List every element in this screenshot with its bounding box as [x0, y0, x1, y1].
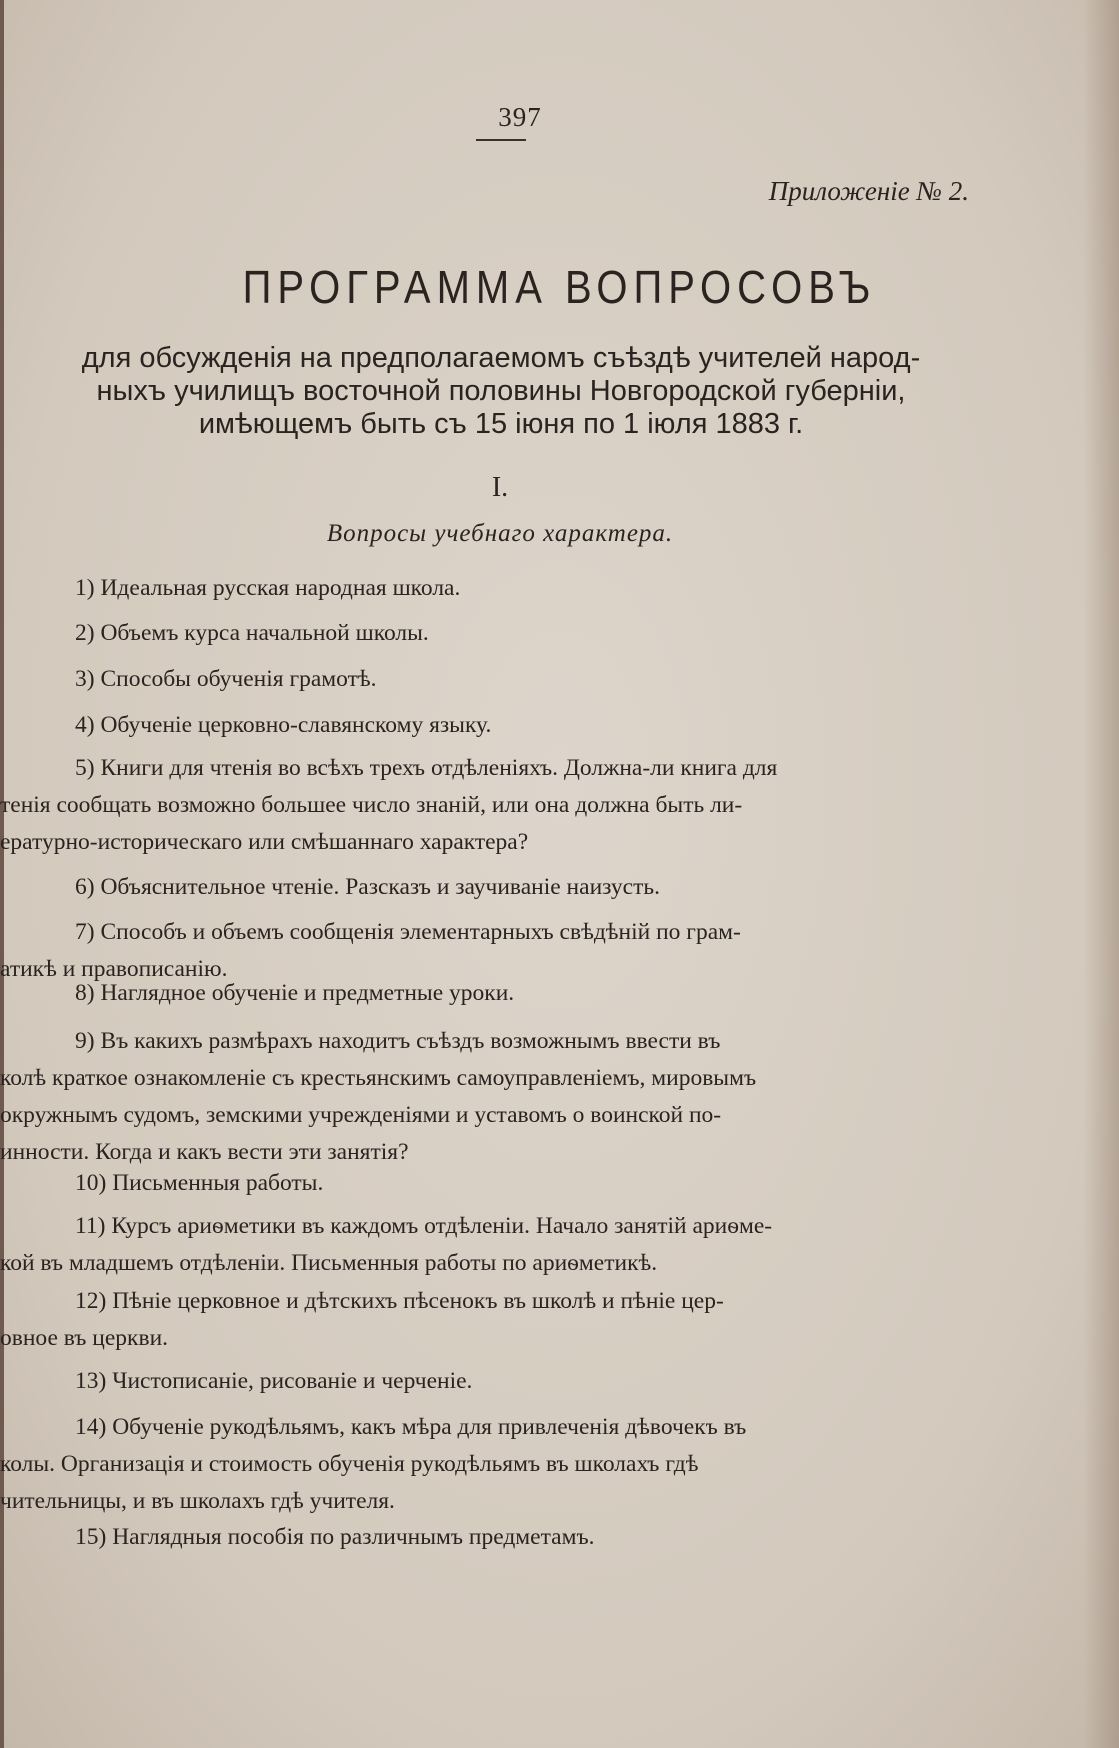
- question-item-10: [0, 1165, 975, 1202]
- question-item-6: [0, 869, 975, 906]
- subtitle-line: имѣющемъ быть съ 15 iюня по 1 iюля 1883 г.: [198, 408, 804, 440]
- page-number-underline: [476, 139, 526, 141]
- item-line: колѣ краткое ознакомленiе съ крестьянскимъ самоуправленiемъ, мировымъ: [0, 1065, 757, 1091]
- question-item-4: [0, 707, 975, 744]
- question-item-15: [0, 1519, 975, 1556]
- item-line: атикѣ и правописанiю.: [0, 956, 228, 982]
- document-title: ПРОГРАММА ВОПРОСОВЪ: [242, 262, 877, 314]
- document-subtitle: [6, 342, 996, 441]
- item-line: 13) Чистописанiе, рисованiе и черченiе.: [75, 1368, 473, 1394]
- item-line: окружнымъ судомъ, земскими учрежденiями и уставомъ о воинской по-: [0, 1102, 722, 1128]
- question-item-1: [0, 570, 975, 607]
- item-line: 15) Наглядныя пособiя по различнымъ предметамъ.: [75, 1524, 595, 1550]
- question-item-9: [0, 1023, 975, 1171]
- item-line: колы. Организацiя и стоимость обученiя рукодѣльямъ въ школахъ гдѣ: [0, 1451, 699, 1477]
- subtitle-line: ныхъ училищъ восточной половины Новгородской губернiи,: [96, 375, 906, 407]
- item-line: 12) Пѣнiе церковное и дѣтскихъ пѣсенокъ въ школѣ и пѣнiе цер-: [75, 1288, 724, 1314]
- item-line: кой въ младшемъ отдѣленiи. Письменныя работы по ариѳметикѣ.: [0, 1250, 658, 1276]
- item-line: 8) Наглядное обученiе и предметные уроки.: [75, 980, 515, 1006]
- item-line: 11) Курсъ ариѳметики въ каждомъ отдѣленiи. Начало занятiй ариѳме-: [75, 1213, 773, 1239]
- question-item-12: [0, 1283, 975, 1357]
- question-item-8: [0, 975, 975, 1012]
- item-line: 2) Объемъ курса начальной школы.: [75, 620, 429, 646]
- question-item-2: [0, 615, 975, 652]
- item-line: 10) Письменныя работы.: [75, 1170, 324, 1196]
- item-line: инности. Когда и какъ вести эти занятiя?: [0, 1139, 409, 1165]
- item-line: 5) Книги для чтенiя во всѣхъ трехъ отдѣленiяхъ. Должна-ли книга для: [75, 755, 778, 781]
- item-line: чительницы, и въ школахъ гдѣ учителя.: [0, 1488, 395, 1514]
- item-line: овное въ церкви.: [0, 1325, 169, 1351]
- item-line: 3) Способы обученiя грамотѣ.: [75, 666, 377, 692]
- section-number: I.: [491, 472, 509, 503]
- item-line: 7) Способъ и объемъ сообщенiя элементарныхъ свѣдѣнiй по грам-: [75, 919, 741, 945]
- item-line: ературно-историческаго или смѣшаннаго характера?: [0, 829, 529, 855]
- page-number: 397: [498, 102, 542, 132]
- subtitle-line: для обсужденiя на предполагаемомъ съѣздѣ учителей народ-: [81, 342, 921, 374]
- item-line: 6) Объяснительное чтенiе. Разсказъ и заучиванiе наизусть.: [75, 874, 660, 900]
- item-line: 4) Обученiе церковно-славянскому языку.: [75, 712, 492, 738]
- section-title: Вопросы учебнаго характера.: [326, 520, 674, 547]
- question-item-11: [0, 1208, 975, 1282]
- item-line: тенiя сообщать возможно большее число знанiй, или она должна быть ли-: [0, 792, 743, 818]
- appendix-label: Приложенiе № 2.: [768, 176, 969, 206]
- item-line: 9) Въ какихъ размѣрахъ находитъ съѣздъ возможнымъ ввести въ: [75, 1028, 721, 1054]
- item-line: 1) Идеальная русская народная школа.: [75, 575, 461, 601]
- question-item-13: [0, 1363, 975, 1400]
- question-item-14: [0, 1409, 975, 1520]
- question-item-3: [0, 661, 975, 698]
- question-item-5: [0, 750, 975, 861]
- item-line: 14) Обученiе рукодѣльямъ, какъ мѣра для привлеченiя дѣвочекъ въ: [75, 1414, 747, 1440]
